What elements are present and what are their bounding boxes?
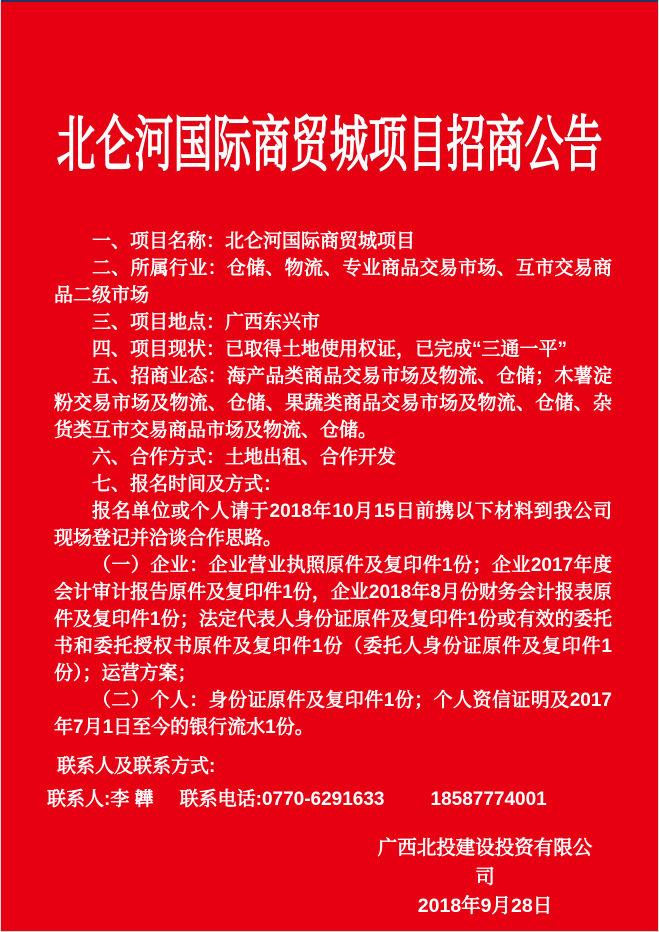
poster-header [1,103,658,177]
contact-phone-primary: 0770-6291633 [261,789,385,810]
top-edge-line [1,0,658,2]
paragraph-enterprise-docs: （一）企业：企业营业执照原件及复印件1份；企业2017年度会计审计报告原件及复印件1份，企业2018年8月份财务会计报表原件及复印件1份；法定代表人身份证原件及复印件1份或有效的委托书和委托授权书原件及复印件1份（委托人身份证原件及复印件1份）；运营方案； [54,555,612,684]
contact-person-name: 李 韡 [110,789,154,810]
contact-phone-label: 联系电话: [179,789,262,810]
paragraph-location: 三、项目地点：广西东兴市 [92,312,321,333]
contact-heading: 联系人及联系方式: [57,756,216,777]
paragraph-project-name: 一、项目名称：北仑河国际商贸城项目 [92,231,416,252]
contact-line [47,783,618,816]
paragraph-individual-docs: （二）个人：身份证原件及复印件1份；个人资信证明及2017年7月1日至今的银行流水1份。 [54,690,612,738]
paragraph-cooperation: 六、合作方式：土地出租、合作开发 [92,447,397,468]
page-title: 北仑河国际商贸城项目招商公告 [56,112,603,179]
issue-date: 2018年9月28日 [417,895,553,917]
paragraph-industry: 二、所属行业：仓储、物流、专业商品交易市场、互市交易商品二级市场 [54,258,612,306]
announcement-body [54,228,612,741]
contact-section [47,750,618,816]
paragraph-signup-info: 报名单位或个人请于2018年10月15日前携以下材料到我公司现场登记并洽谈合作思路。 [54,501,612,549]
signature-block [370,834,600,921]
paragraph-signup-heading: 七、报名时间及方式： [92,474,283,495]
contact-person-label: 联系人: [47,789,111,810]
contact-phone-secondary: 18587774001 [430,789,547,810]
paragraph-business-types: 五、招商业态：海产品类商品交易市场及物流、仓储；木薯淀粉交易市场及物流、仓储、果蔬类商品交易市场及物流、仓储、杂货类互市交易商品市场及物流、仓储。 [54,366,612,441]
paragraph-status: 四、项目现状：已取得土地使用权证，已完成“三通一平” [92,339,568,360]
issuing-company: 广西北投建设投资有限公司 [377,837,593,888]
